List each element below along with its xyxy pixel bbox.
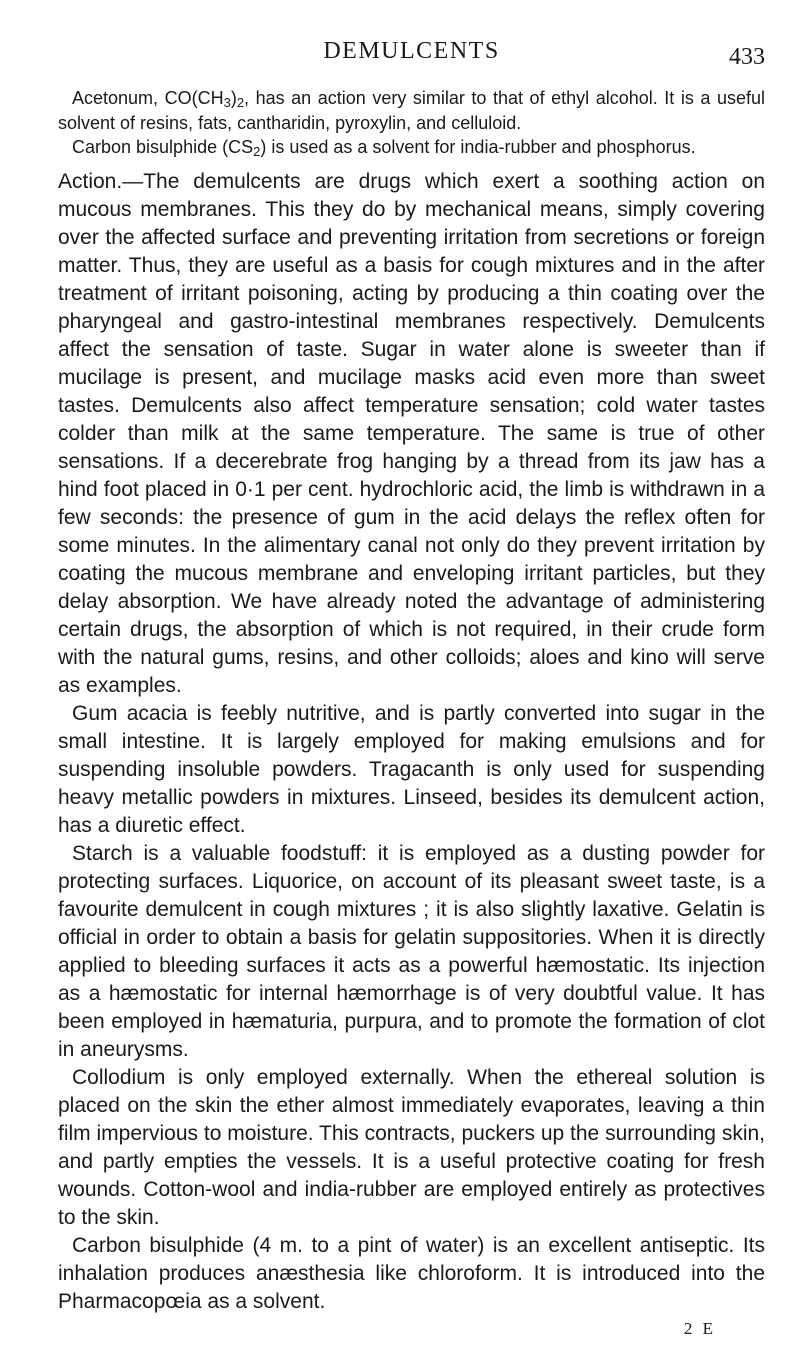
paragraph-action: Action.—The demulcents are drugs which exert a soothing action on mucous membranes. This they do by mechanical means, simply covering over the affected surface and preventing irritation from secretions or foreign matter. Thus, they are useful as a basis for cough mixtures and in the after treatment of irritant poisoning, acting by producing a thin coating over the pharyngeal and gastro-intestinal membranes respectively. Demulcents affect the sensation of taste. Sugar in water alone is sweeter than if mucilage is present, and mucilage masks acid even more than sweet tastes. Demulcents also affect temperature sensation; cold water tastes colder than milk at the same temperature. The same is true of other sensations. If a decerebrate frog hanging by a thread from its jaw has a hind foot placed in 0·1 per cent. hydrochloric acid, the limb is withdrawn in a few seconds: the presence of gum in the acid delays the reflex often for some minutes. In the alimentary canal not only do they prevent irritation by coating the mucous membrane and enveloping irritant particles, but they delay absorption. We have already noted the advantage of administering certain drugs, the absorption of which is not required, in their crude form with the natural gums, resins, and other colloids; aloes and kino will serve as examples. bbox=[58, 169, 765, 697]
page-number: 433 bbox=[729, 44, 765, 70]
paragraph-collodium: Collodium is only employed externally. When the ethereal solution is placed on the skin the ether almost immediately evaporates, leaving a thin film impervious to moisture. This contracts, puckers up the surrounding skin, and partly empties the vessels. It is a useful protective coating for fresh wounds. Cotton-wool and india-rubber are employed entirely as protectives to the skin. bbox=[58, 1065, 765, 1229]
subscript: 2 bbox=[253, 144, 261, 160]
carbon-bisulphide-formula: Carbon bisulphide (CS bbox=[72, 137, 254, 157]
paragraph-carbon-bisulphide bbox=[58, 135, 765, 160]
running-head: DEMULCENTS bbox=[323, 38, 500, 64]
subscript: 3 bbox=[223, 95, 231, 111]
paragraph-gum-acacia: Gum acacia is feebly nutritive, and is partly converted into sugar in the small intestine. It is largely employed for making emulsions and for suspending insoluble powders. Tragacanth is only used for suspending heavy metallic powders in mixtures. Linseed, besides its demulcent action, has a diuretic effect. bbox=[58, 701, 765, 837]
acetonum-text: , has an action very similar to that of ethyl alcohol. It is a useful solvent of resins, fats, cantharidin, pyroxylin, and celluloid. bbox=[58, 88, 765, 133]
subscript: 2 bbox=[236, 95, 245, 111]
acetonum-formula: Acetonum, CO(CH bbox=[72, 88, 224, 108]
paragraph-acetonum bbox=[58, 86, 765, 135]
small-print-section bbox=[58, 86, 765, 160]
paragraph-starch: Starch is a valuable foodstuff: it is employed as a dusting powder for protecting surfaces. Liquorice, on account of its pleasant sweet taste, is a favourite demulcent in cough mixtures ; it is also slightly laxative. Gelatin is official in order to obtain a basis for gelatin suppositories. When it is directly applied to bleeding surfaces it acts as a powerful hæmostatic. Its injection as a hæmostatic for internal hæmorrhage is of very doubtful value. It has been employed in hæmaturia, purpura, and to promote the formation of clot in aneurysms. bbox=[58, 841, 765, 1061]
book-page bbox=[58, 0, 765, 1359]
page-header bbox=[58, 0, 765, 70]
carbon-bisulphide-text: ) is used as a solvent for india-rubber and phosphorus. bbox=[260, 137, 696, 157]
signature-mark: 2 E bbox=[683, 1319, 716, 1338]
main-text bbox=[58, 168, 765, 1316]
paragraph-carbon-bisulphide-use: Carbon bisulphide (4 m. to a pint of water) is an excellent antiseptic. Its inhalation produces anæsthesia like chloroform. It is introduced into the Pharmacopœia as a solvent. bbox=[58, 1233, 765, 1313]
formula-paren: ) bbox=[230, 88, 237, 108]
